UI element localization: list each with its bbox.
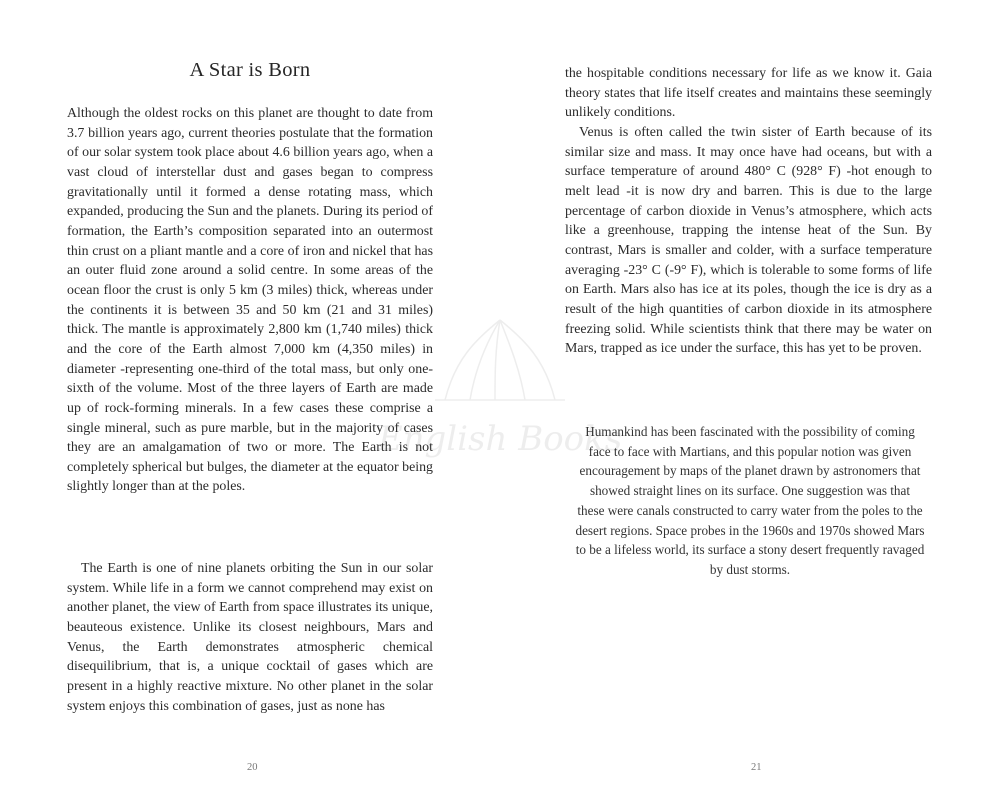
body-paragraph: Although the oldest rocks on this planet are thought to date from 3.7 billion years ago, current theories postulate that the formation of our solar system took place about 4.6 billion years ago, when a vast cloud of interstellar dust and gases began to compress gravitationally until it formed a dense rotating mass, which expanded, producing the Sun and the planets. During its period of formation, the Earth’s composition separated into an outermost thin crust on a pliant mantle and a core of iron and nickel that has an outer fluid zone around a solid centre. In some areas of the ocean floor the crust is only 5 km (3 miles) thick, whereas under the continents it is between 35 and 50 km (21 and 31 miles) thick. The mantle is approximately 2,800 km (1,740 miles) thick and the core of the Earth almost 7,000 km (4,350 miles) in diameter -representing one-third of the total mass, but only one-sixth of the volume. Most of the three layers of Earth are made up of rock-forming minerals. In a few cases these comprise a single mineral, such as pure marble, but in the majority of cases they are an amalgamation of two or more. The Earth is not completely spherical but bulges, the diameter at the equator being slightly longer than at the poles. (67, 106, 433, 495)
page-number: 20 (247, 762, 258, 773)
body-paragraph: the hospitable conditions necessary for life as we know it. Gaia theory states that life itself creates and maintains these seemingly unlikely conditions. (565, 66, 932, 121)
body-paragraph: Venus is often called the twin sister of Earth because of its similar size and mass. It may once have had oceans, but with a surface temperature of around 480° C (928° F) -hot enough to melt lead -it is now dry and barren. This is due to the large percentage of carbon dioxide in Venus’s atmosphere, which acts like a greenhouse, trapping the intense heat of the Sun. By contrast, Mars is smaller and colder, with a surface temperature averaging -23° C (-9° F), which is tolerable to some forms of life on Earth. Mars also has ice at its poles, though the ice is dry as a result of the high quantities of carbon dioxide in its atmosphere freezing solid. While scientists think that there may be water on Mars, trapped as ice under the surface, this has yet to be proven. (565, 125, 932, 357)
chapter-title: A Star is Born (189, 59, 311, 81)
sidebar-box: Humankind has been fascinated with the possibility of coming face to face with Martians, and this popular notion was given encouragement by maps of the planet drawn by astronomers that showed straight lines on its surface. One suggestion was that these were canals constructed to carry water from the poles to the desert regions. Space probes in the 1960s and 1970s showed Mars to be a lifeless world, its surface a stony desert frequently ravaged by dust storms. (575, 424, 925, 577)
watermark-text: English Books (377, 419, 623, 459)
body-paragraph: The Earth is one of nine planets orbiting the Sun in our solar system. While life in a form we cannot comprehend may exist on another planet, the view of Earth from space illustrates its unique, beauteous existence. Unlike its closest neighbours, Mars and Venus, the Earth demonstrates atmospheric chemical disequilibrium, that is, a unique cocktail of gases which are present in a highly reactive mixture. No other planet in the solar system enjoys this combination of gases, just as none has (67, 561, 433, 714)
page-number: 21 (751, 762, 762, 773)
left-page (67, 0, 433, 800)
right-page (565, 0, 932, 800)
